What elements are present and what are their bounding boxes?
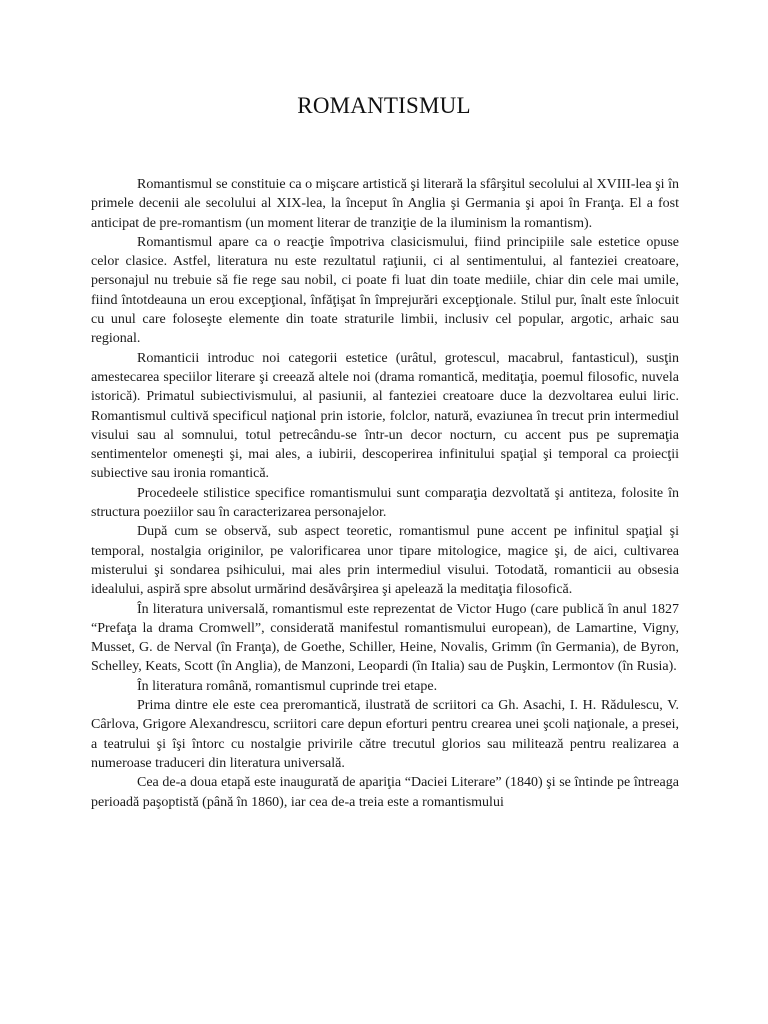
paragraph: Romantismul apare ca o reacţie împotriva clasicismului, fiind principiile sale estetice opuse celor clasice. Astfel, literatura nu este rezultatul raţiunii, ci al sentimentului, al fanteziei creatoare, personajul nu trebuie să fie rege sau nobil, ci poate fi luat din toate mediile, chiar din cele mai umile, fiind întotdeauna un erou excepţional, înfăţişat în împrejurări excepţionale. Stilul pur, înalt este înlocuit cu unul care foloseşte elemente din toate straturile limbii, inclusiv cel popular, argotic, arhaic sau regional. bbox=[91, 234, 679, 347]
page-title: ROMANTISMUL bbox=[297, 93, 471, 118]
paragraph: Procedeele stilistice specifice romantismului sunt comparaţia dezvoltată şi antiteza, folosite în structura poeziilor sau în caracterizarea personajelor. bbox=[91, 485, 679, 521]
paragraph: În literatura universală, romantismul este reprezentat de Victor Hugo (care publică în anul 1827 “Prefaţa la drama Cromwell”, considerată manifestul romantismului european), de Lamartine, Vigny, Musset, G. de Nerval (în Franţa), de Goethe, Schiller, Heine, Novalis, Grimm (în Germania), de Byron, Schelley, Keats, Scott (în Anglia), de Manzoni, Leopardi (în Italia) sau de Puşkin, Lermontov (în Rusia). bbox=[91, 601, 679, 675]
document-body bbox=[91, 175, 679, 812]
paragraph: Romanticii introduc noi categorii estetice (urâtul, grotescul, macabrul, fantasticul), susţin amestecarea speciilor literare şi creează altele noi (drama romantică, meditaţia, poemul filosofic, nuvela istorică). Primatul subiectivismului, al pasiunii, al fanteziei creatoare duce la dezvoltarea eului liric. Romantismul cultivă specificul naţional prin istorie, folclor, natură, evaziunea în trecut prin intermediul visului sau al somnului, totul petrecându-se într-un decor nocturn, cu accent pus pe supremaţia sentimentelor omeneşti şi, mai ales, a iubirii, descoperirea infinitului spaţial şi temporal ca proiecţii subiective sau ironia romantică. bbox=[91, 350, 679, 482]
paragraph: În literatura română, romantismul cuprinde trei etape. bbox=[137, 678, 438, 694]
paragraph: Prima dintre ele este cea preromantică, ilustrată de scriitori ca Gh. Asachi, I. H. Rădulescu, V. Cârlova, Grigore Alexandrescu, scriitori care depun eforturi pentru crearea unei şcoli naţionale, a presei, a teatrului şi îşi întorc cu nostalgie privirile către trecutul glorios sau militează pentru realizarea a numeroase traduceri din literatura universală. bbox=[91, 698, 679, 771]
paragraph: După cum se observă, sub aspect teoretic, romantismul pune accent pe infinitul spaţial şi temporal, nostalgia originilor, pe valorificarea unor tipare mitologice, magice şi, de aici, cultivarea misterului şi sondarea psihicului, mai ales prin intermediul visului. Totodată, romanticii au obsesia idealului, aspiră spre absolut urmărind desăvârşirea şi apelează la meditaţia filosofică. bbox=[91, 524, 679, 598]
paragraph: Cea de-a doua etapă este inaugurată de apariţia “Daciei Literare” (1840) şi se întinde pe întreaga perioadă paşoptistă (până în 1860), iar cea de-a treia este a romantismului bbox=[91, 775, 679, 810]
paragraph: Romantismul se constituie ca o mişcare artistică şi literară la sfârşitul secolului al XVIII-lea şi în primele decenii ale secolului al XIX-lea, la început în Anglia şi Germania şi apoi în Franţa. El a fost anticipat de pre-romantism (un moment literar de tranziţie de la iluminism la romantism). bbox=[91, 177, 679, 231]
